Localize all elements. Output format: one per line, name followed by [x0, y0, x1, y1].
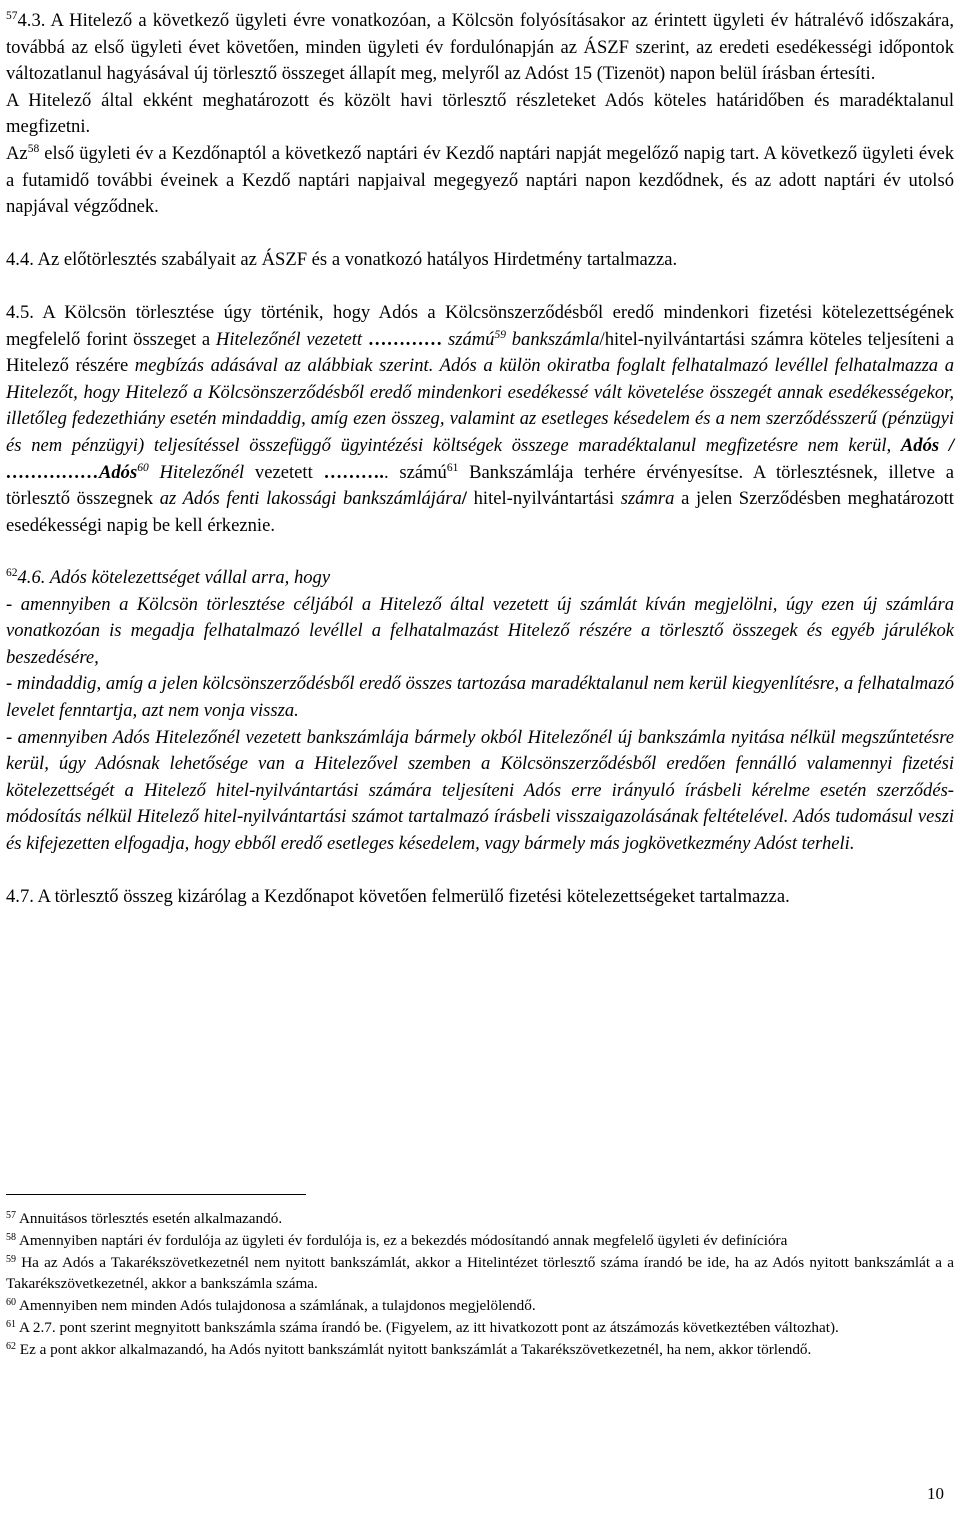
bank-account-blank: ……….: [323, 461, 384, 483]
section-4-3-para-2: A Hitelező által ekként meghatározott és közölt havi törlesztő részleteket Adós köteles határidőben és maradéktalanul megfizetni.: [6, 89, 954, 138]
section-4-5-text-10: vezetett: [244, 461, 324, 483]
footnote-text: Annuitásos törlesztés esetén alkalmazandó.: [16, 1210, 283, 1227]
section-4-5-text-5: bankszámla: [505, 328, 600, 350]
footnote-ref-59[interactable]: 59: [494, 328, 506, 341]
section-4-6-bullet-1: - amennyiben a Kölcsön törlesztése céljából a Hitelező által vezetett új számlát kíván megjelölni, úgy ezen új számlára vonatkozóan is megadja felhatalmazó levéllel a felhatalmazást Hitelező részére a törlesztő összegek és egyéb járulékok beszedésére,: [6, 593, 954, 668]
section-4-5-text-12: . számú: [383, 461, 447, 483]
section-4-5-para: [6, 300, 954, 539]
section-4-5-text-14: az Adós fenti lakossági bankszámlájára: [159, 488, 462, 510]
footnote-number: 60: [6, 1297, 16, 1309]
footnotes: [6, 1208, 954, 1361]
section-4-5-text-4: számú: [442, 328, 495, 350]
section-4-3-para-3: [6, 141, 954, 221]
footnote-61: [6, 1317, 954, 1339]
section-4-3-text-3b: első ügyleti év a Kezdőnaptól a következő naptári év Kezdő naptári napját megelőző napig tart. A következő ügyleti évek a futamidő további éveinek a Kezdő naptári napjaival megegyező naptári napon kezdődnek, és az adott naptári év utolsó napjával végződnek.: [6, 142, 954, 218]
section-4-5-text-1: 4.5. A Kölcsön törlesztése úgy történik, hogy Adós a Kölcsönszerződésből eredő mindenkori fizetési kötelezettségének megfelelő forint összeget a: [6, 302, 954, 350]
section-4-6-title: [6, 565, 954, 592]
section-4-3-text-1: 4.3. A Hitelező a következő ügyleti évre vonatkozóan, a Kölcsön folyósításakor az érintett ügyleti év hátralévő időszakára, továbbá az első ügyleti évet követően, minden ügyleti év fordulónapján az ÁSZF szerint, az eredeti esedékességi időpontok változatlanul hagyásával új törlesztő összeget állapít meg, melyről az Adóst 15 (Tizenöt) napon belül írásban értesíti.: [6, 10, 954, 85]
footnote-ref-58[interactable]: 58: [27, 142, 40, 155]
footnote-number: 61: [6, 1318, 16, 1330]
footnote-ref-62[interactable]: 62: [6, 567, 18, 579]
section-4-5: [6, 300, 954, 539]
section-4-5-text-18: a jelen Szerződésben meghatározott esedékességi napig be kell érkeznie.: [6, 488, 954, 536]
footnote-60: [6, 1295, 954, 1317]
footnote-number: 58: [6, 1231, 16, 1243]
footnote-text: A 2.7. pont szerint megnyitott bankszámla száma írandó be. (Figyelem, az itt hivatkozott pont az átszámozás következtében változhat).: [16, 1318, 839, 1336]
footnote-62: [6, 1339, 954, 1361]
section-4-4-text: 4.4. Az előtörlesztés szabályait az ÁSZF és a vonatkozó hatályos Hirdetmény tartalmazza.: [6, 249, 678, 270]
footnote-text: Ha az Adós a Takarékszövetkezetnél nem nyitott bankszámlát, akkor a Hitelintézet törlesztő száma írandó be ide, ha az Adós nyitott bankszámlát a a Takarékszövetkezetnél, akkor a bankszámla száma.: [6, 1253, 954, 1293]
footnote-separator: [6, 1194, 306, 1195]
footnote-number: 62: [6, 1340, 16, 1352]
footnote-text: Amennyiben nem minden Adós tulajdonosa a számlának, a tulajdonos megjelölendő.: [16, 1297, 536, 1315]
footnote-59: [6, 1252, 954, 1296]
section-4-5-text-7: megbízás adásával az alábbiak szerint. Adós a külön okiratba foglalt felhatalmazó levéllel felhatalmazza a Hitelezőt, hogy Hitelező a Kölcsönszerződésből eredő mindenkori esedékessé vált követelése összegét annak esedékességekor, illetőleg fedezethiány esetén mindaddig, amíg ezen összeg, valamint az esetleges késedelem és a nem szerződésszerű (pénzügyi és nem pénzügyi) teljesítéssel összefüggő ügyintézési költségek összege maradéktalanul megfizetésre nem kerül,: [6, 355, 954, 456]
section-4-7: [6, 884, 954, 911]
footnote-57: [6, 1208, 954, 1230]
section-4-7-text: 4.7. A törlesztő összeg kizárólag a Kezdőnapot követően felmerülő fizetési kötelezettségeket tartalmazza.: [6, 886, 790, 907]
section-4-3-para-1: [6, 8, 954, 88]
section-4-5-text-9: Hitelezőnél: [148, 461, 245, 483]
section-4-5-text-16: hitel-nyilvántartási: [466, 488, 621, 510]
footnote-number: 57: [6, 1210, 16, 1221]
section-4-5-slash: /: [461, 488, 467, 510]
section-4-5-text-6: /hitel-nyilvántartási számra köteles teljesíteni a Hitelező részére: [6, 328, 954, 377]
account-number-blank: …………: [367, 328, 443, 350]
footnote-ref-61[interactable]: 61: [446, 461, 459, 474]
section-4-6-bullet-3: - amennyiben Adós Hitelezőnél vezetett bankszámlája bármely okból Hitelezőnél új bankszámla nyitása nélkül megszűntetésre kerül, úgy Adósnak lehetősége van a Hitelezővel szemben a Kölcsönszerződésből eredően fennálló valamennyi fizetési kötelezettségét a Hitelező hitel-nyilvántartási számára teljesíteni Adós erre irányuló írásbeli kérelme esetén szerződés-módosítás nélkül Hitelező hitel-nyilvántartási számot tartalmazó írásbeli visszaigazolásának feltételével. Adós tudomásul veszi és kifejezetten elfogadja, hogy ebből eredő esetleges késedelem, vagy bármely más jogkövetkezmény Adóst terheli.: [6, 726, 954, 854]
footnote-ref-57[interactable]: 57: [6, 10, 18, 22]
page-number: 10: [927, 1484, 944, 1503]
section-4-5-text-13: Bankszámlája terhére érvényesítse. A törlesztésnek, illetve a törlesztő összegnek: [6, 461, 954, 510]
footnote-58: [6, 1230, 954, 1252]
section-4-3: [6, 8, 954, 221]
section-4-4: [6, 247, 954, 274]
section-4-6-bullet-2: - mindaddig, amíg a jelen kölcsönszerződésből eredő összes tartozása maradéktalanul nem kerül kiegyenlítésre, a felhatalmazó levelet fenntartja, azt nem vonja vissza.: [6, 673, 954, 721]
footnote-text: Amennyiben naptári év fordulója az ügyleti év fordulója is, ez a bekezdés módosítandó annak megfelelő ügyleti év definícióra: [16, 1231, 788, 1249]
adós-blank: Adós / ……………Adós: [6, 434, 955, 483]
footnote-ref-60[interactable]: 60: [137, 461, 149, 474]
footnote-number: 59: [6, 1253, 16, 1265]
section-4-5-text-2: Hitelezőnél vezetett: [215, 328, 368, 350]
section-4-6: [6, 565, 954, 858]
footnote-text: Ez a pont akkor alkalmazandó, ha Adós nyitott bankszámlát nyitott bankszámlát a Takarékszövetkezetnél, ha nem, akkor törlendő.: [16, 1340, 812, 1358]
section-4-3-text-3a: Az: [6, 142, 28, 164]
section-4-5-text-17: számra: [620, 488, 675, 510]
section-4-6-title-text: 4.6. Adós kötelezettséget vállal arra, hogy: [17, 567, 331, 588]
